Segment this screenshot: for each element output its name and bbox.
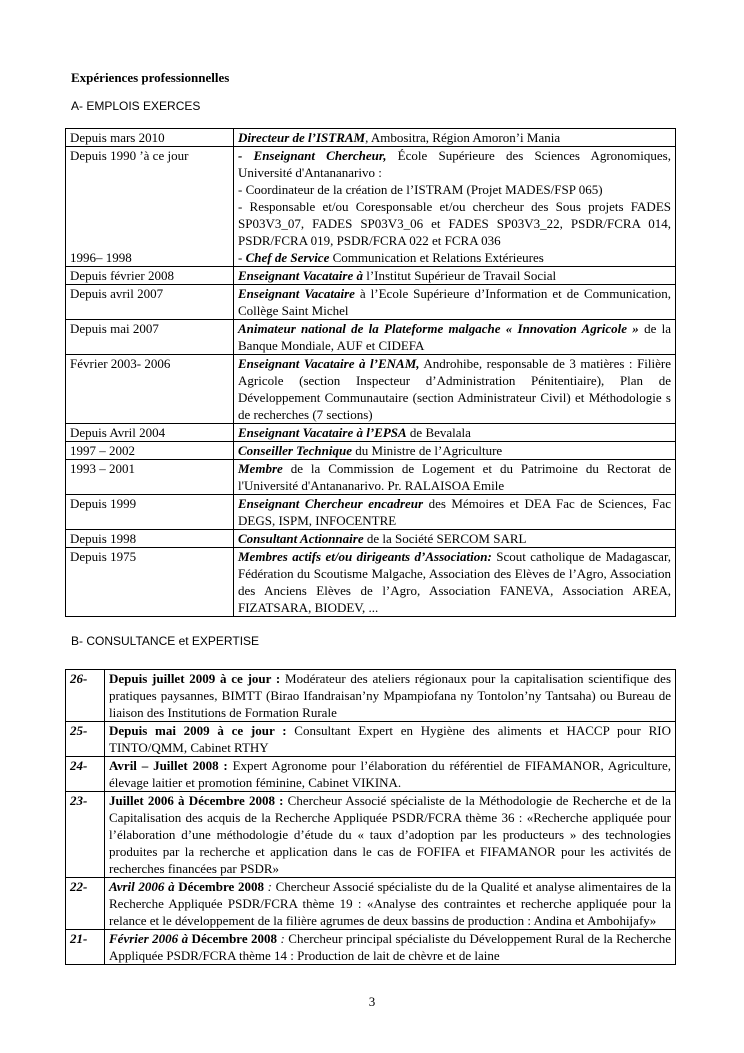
- table-row: [66, 460, 676, 495]
- table-row: [66, 355, 676, 424]
- table-row: [66, 495, 676, 530]
- description-cell: Enseignant Vacataire à l’Institut Supérieur de Travail Social: [234, 267, 676, 285]
- date-cell: Depuis 1998: [66, 530, 234, 548]
- table-row: [66, 285, 676, 320]
- table-row: [66, 757, 676, 792]
- entry-number: 21-: [66, 930, 105, 965]
- consultancy-table: [65, 669, 676, 965]
- table-row: [66, 267, 676, 285]
- description-cell: Avril 2006 à Décembre 2008 : Chercheur Associé spécialiste du de la Qualité et analyse alimentaires de la Recherche Appliquée PSDR/FCRA thème 19 : «Analyse des contraintes et recherche appliquée pour la relance et le développement de la filière agrumes de deux bassins de production : Andina et Ambohijafy»: [105, 878, 676, 930]
- employment-table: [65, 128, 676, 617]
- date-cell: Depuis 1975: [66, 548, 234, 617]
- table-row: [66, 129, 676, 147]
- description-cell: - Enseignant Chercheur, École Supérieure des Sciences Agronomiques, Université d'Antananarivo : - Coordinateur de la création de l’ISTRAM (Projet MADES/FSP 065) - Responsable et/ou Coresponsable et/ou chercheur des Sous projets FADES SP03V3_07, FADES SP03V3_06 et FADES SP03V3_22, PSDR/FCRA 014, PSDR/FCRA 019, PSDR/FCRA 022 et FCRA 036 - Chef de Service Communication et Relations Extérieures: [234, 147, 676, 267]
- description-cell: Animateur national de la Plateforme malgache « Innovation Agricole » de la Banque Mondiale, AUF et CIDEFA: [234, 320, 676, 355]
- description-cell: Depuis mai 2009 à ce jour : Consultant Expert en Hygiène des aliments et HACCP pour RIO TINTO/QMM, Cabinet RTHY: [105, 722, 676, 757]
- date-cell: Depuis 1999: [66, 495, 234, 530]
- description-cell: Juillet 2006 à Décembre 2008 : Chercheur Associé spécialiste de la Méthodologie de Recherche et de la Capitalisation des acquis de la Recherche Appliquée PSDR/FCRA thème 36 : «Recherche appliquée pour l’élaboration d’une méthodologie d’étude du « taux d’adoption par les producteurs » des technologies produites par la recherche et application dans le cas de FOFIFA et FIFAMANOR pour les activités de recherches financées par PSDR»: [105, 792, 676, 878]
- table-row: [66, 878, 676, 930]
- description-cell: Conseiller Technique du Ministre de l’Agriculture: [234, 442, 676, 460]
- date-cell: Depuis février 2008: [66, 267, 234, 285]
- description-cell: Enseignant Vacataire à l’ENAM, Androhibe, responsable de 3 matières : Filière Agricole (section Inspecteur d’Administration Pénitentiaire), Plan de Développement Communautaire (section Administrateur Civil) et Méthodologie s de recherches (7 sections): [234, 355, 676, 424]
- entry-number: 23-: [66, 792, 105, 878]
- table-row: [66, 442, 676, 460]
- entry-number: 25-: [66, 722, 105, 757]
- table-row: [66, 792, 676, 878]
- date-cell: Février 2003- 2006: [66, 355, 234, 424]
- description-cell: Avril – Juillet 2008 : Expert Agronome pour l’élaboration du référentiel de FIFAMANOR, Agriculture, élevage laitier et promotion féminine, Cabinet VIKINA.: [105, 757, 676, 792]
- date-cell: 1993 – 2001: [66, 460, 234, 495]
- description-cell: Depuis juillet 2009 à ce jour : Modérateur des ateliers régionaux pour la capitalisation scientifique des pratiques paysannes, BIMTT (Birao Ifandraisan’ny Mpampiofana ny Tontolon’ny Tantsaha) ou Bureau de liaison des Institutions de Formation Rurale: [105, 670, 676, 722]
- date-cell: Depuis mai 2007: [66, 320, 234, 355]
- description-cell: Membre de la Commission de Logement et du Patrimoine du Rectorat de l'Université d'Antananarivo. Pr. RALAISOA Emile: [234, 460, 676, 495]
- description-cell: Membres actifs et/ou dirigeants d’Association: Scout catholique de Madagascar, Fédération du Scoutisme Malgache, Association des Elèves de l’Agro, Association des Anciens Elèves de l’Agro, Association FANEVA, Association AREA, FIZATSARA, BIODEV, ...: [234, 548, 676, 617]
- section-b-title: B- CONSULTANCE et EXPERTISE: [71, 634, 260, 648]
- page-number: 3: [368, 994, 376, 1009]
- description-cell: Consultant Actionnaire de la Société SERCOM SARL: [234, 530, 676, 548]
- description-cell: Directeur de l’ISTRAM, Ambositra, Région Amoron’i Mania: [234, 129, 676, 147]
- table-row: [66, 670, 676, 722]
- table-row: [66, 424, 676, 442]
- date-cell: Depuis 1990 ’à ce jour 1996– 1998: [66, 147, 234, 267]
- description-cell: Enseignant Vacataire à l’EPSA de Bevalala: [234, 424, 676, 442]
- description-cell: Février 2006 à Décembre 2008 : Chercheur principal spécialiste du Développement Rural de la Recherche Appliquée PSDR/FCRA thème 14 : Production de lait de chèvre et de laine: [105, 930, 676, 965]
- table-row: [66, 147, 676, 267]
- date-cell: Depuis avril 2007: [66, 285, 234, 320]
- date-cell: Depuis mars 2010: [66, 129, 234, 147]
- section-a-title: A- EMPLOIS EXERCES: [71, 99, 201, 113]
- table-row: [66, 722, 676, 757]
- entry-number: 26-: [66, 670, 105, 722]
- entry-number: 22-: [66, 878, 105, 930]
- table-row: [66, 548, 676, 617]
- date-cell: 1997 – 2002: [66, 442, 234, 460]
- table-row: [66, 530, 676, 548]
- page-heading: Expériences professionnelles: [71, 70, 230, 85]
- date-cell: Depuis Avril 2004: [66, 424, 234, 442]
- description-cell: Enseignant Chercheur encadreur des Mémoires et DEA Fac de Sciences, Fac DEGS, ISPM, INFOCENTRE: [234, 495, 676, 530]
- entry-number: 24-: [66, 757, 105, 792]
- description-cell: Enseignant Vacataire à l’Ecole Supérieure d’Information et de Communication, Collège Saint Michel: [234, 285, 676, 320]
- table-row: [66, 930, 676, 965]
- table-row: [66, 320, 676, 355]
